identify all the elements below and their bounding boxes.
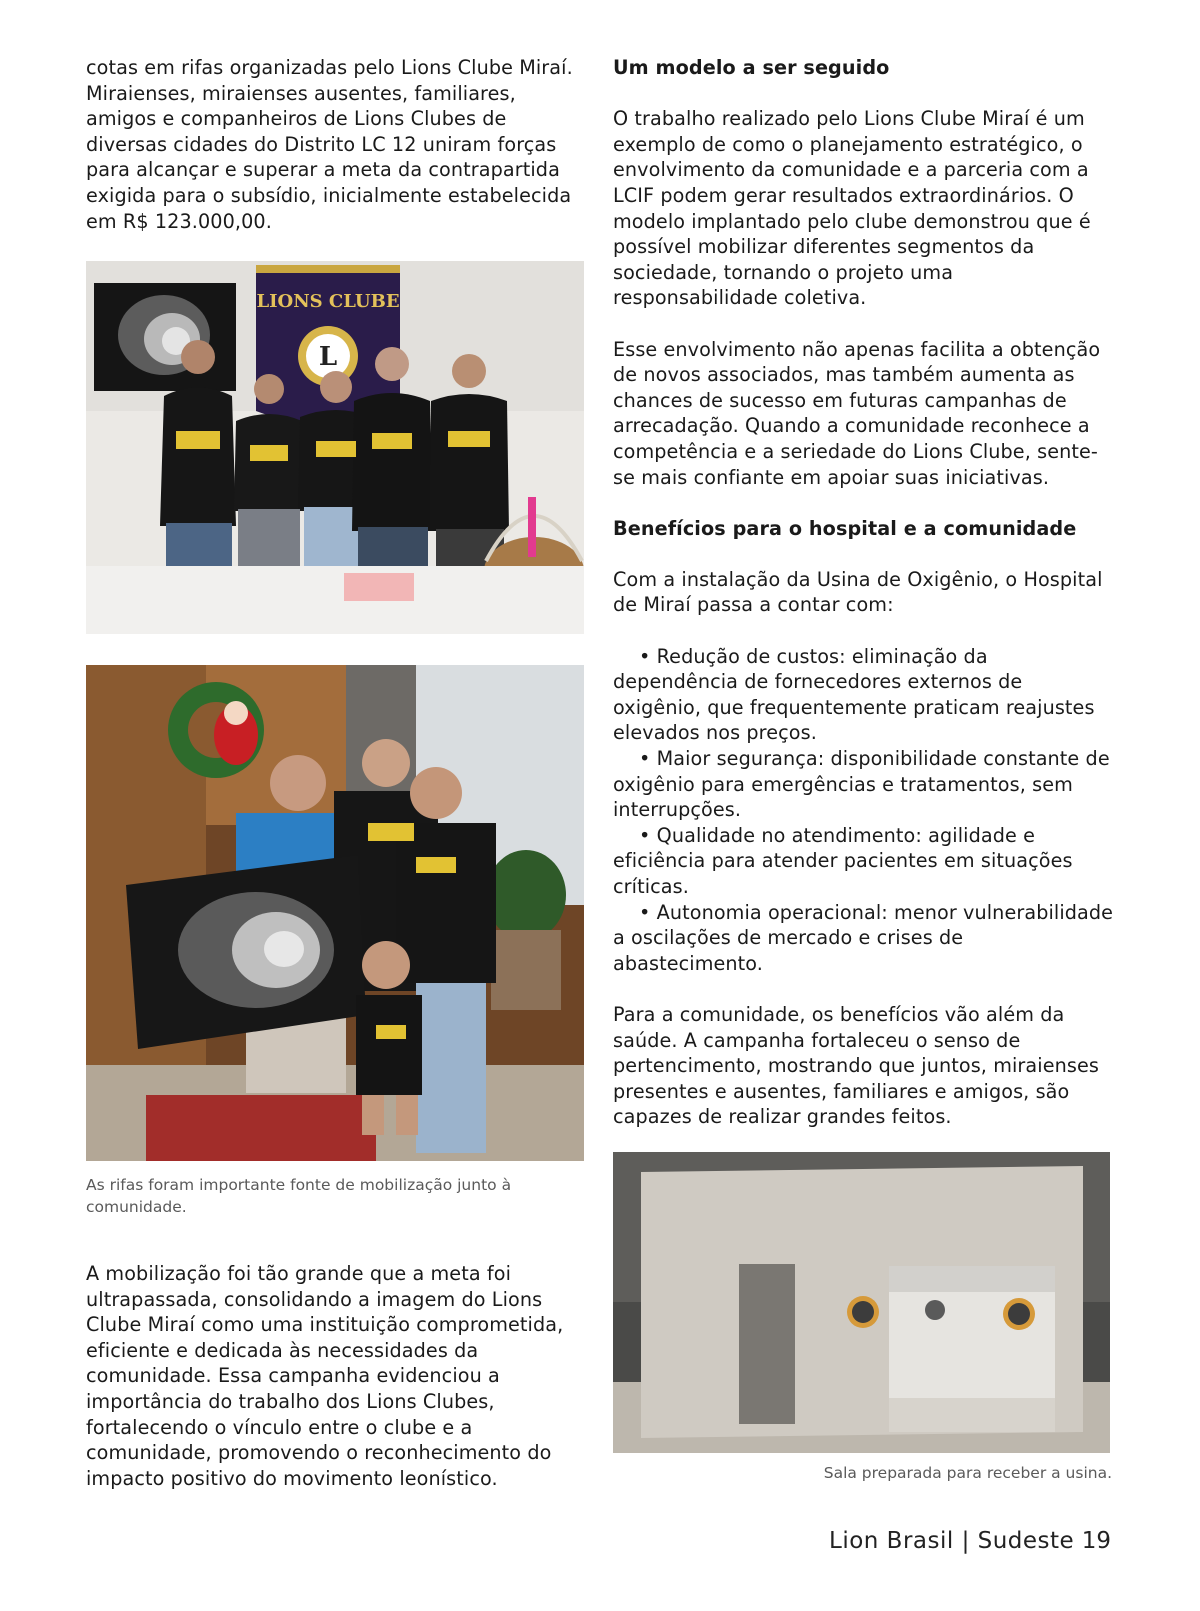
page-number: 19 [1081,1528,1111,1554]
left-closing-paragraph: A mobilização foi tão grande que a meta foi ultrapassada, consolidando a imagem do Lions Clube Miraí como uma instituição comprometida, eficiente e dedicada às necessidades da comunidade. Essa campanha evidenciou a importância do trabalho dos Lions Clubes, fortalecendo o vínculo entre o clube e a comunidade, promovendo o reconhecimento do impacto positivo do movimento leonístico. [86,1262,564,1490]
svg-text:L: L [318,342,338,372]
page-footer [829,1528,1111,1560]
paragraph-modelo: O trabalho realizado pelo Lions Clube Miraí é um exemplo de como o planejamento estratégico, o envolvimento da comunidade e a parceria com a LCIF podem gerar resultados extraordinários. O modelo implantado pelo clube demonstrou que é possível mobilizar diferentes segmentos da sociedade, tornando o projeto uma responsabilidade coletiva. [613,107,1091,310]
photo-family-lion-painting [86,665,584,1161]
paragraph-usina: Com a instalação da Usina de Oxigênio, o Hospital de Miraí passa a contar com: [613,567,1103,617]
heading-beneficios: Benefícios para o hospital e a comunidade [613,516,1077,540]
paragraph-envolvimento: Esse envolvimento não apenas facilita a obtenção de novos associados, mas também aumenta as chances de sucesso em futuras campanhas de arrecadação. Quando a comunidade reconhece a competência e a seriedade do Lions Clube, sente-se mais confiante em apoiar suas iniciativas. [613,337,1101,489]
publication-name: Lion Brasil | Sudeste [829,1528,1075,1554]
photo-club-members-image [86,261,584,634]
banner-text: LIONS CLUBE [256,291,400,312]
benefit-item: • Autonomia operacional: menor vulnerabilidade a oscilações de mercado e crises de abastecimento. [613,900,1114,975]
benefit-item: • Redução de custos: eliminação da dependência de fornecedores externos de oxigênio, que frequentemente praticam reajustes elevados nos preços. [613,644,1095,745]
right-column [613,55,1115,1130]
photo-room-usina [613,1152,1110,1453]
right-photo-caption: Sala preparada para receber a usina. [823,1464,1112,1482]
benefit-item: • Qualidade no atendimento: agilidade e eficiência para atender pacientes em situações críticas. [613,823,1073,898]
paragraph-comunidade: Para a comunidade, os benefícios vão além da saúde. A campanha fortaleceu o senso de pertencimento, mostrando que juntos, miraienses presentes e ausentes, familiares e amigos, são capazes de realizar grandes feitos. [613,1002,1099,1129]
photo-room-usina-image [613,1152,1110,1453]
photo-club-members [86,261,584,634]
heading-modelo: Um modelo a ser seguido [613,56,890,79]
left-photo-caption: As rifas foram importante fonte de mobilização junto à comunidade. [86,1176,512,1216]
benefits-list [613,644,1115,977]
left-intro-paragraph: cotas em rifas organizadas pelo Lions Clube Miraí. Miraienses, miraienses ausentes, familiares, amigos e companheiros de Lions Clubes de diversas cidades do Distrito LC 12 uniram forças para alcançar e superar a meta da contrapartida exigida para o subsídio, inicialmente estabelecida em R$ 123.000,00. [86,56,573,233]
benefit-item: • Maior segurança: disponibilidade constante de oxigênio para emergências e tratamentos, sem interrupções. [613,747,1110,822]
photo-family-lion-painting-image [86,665,584,1161]
